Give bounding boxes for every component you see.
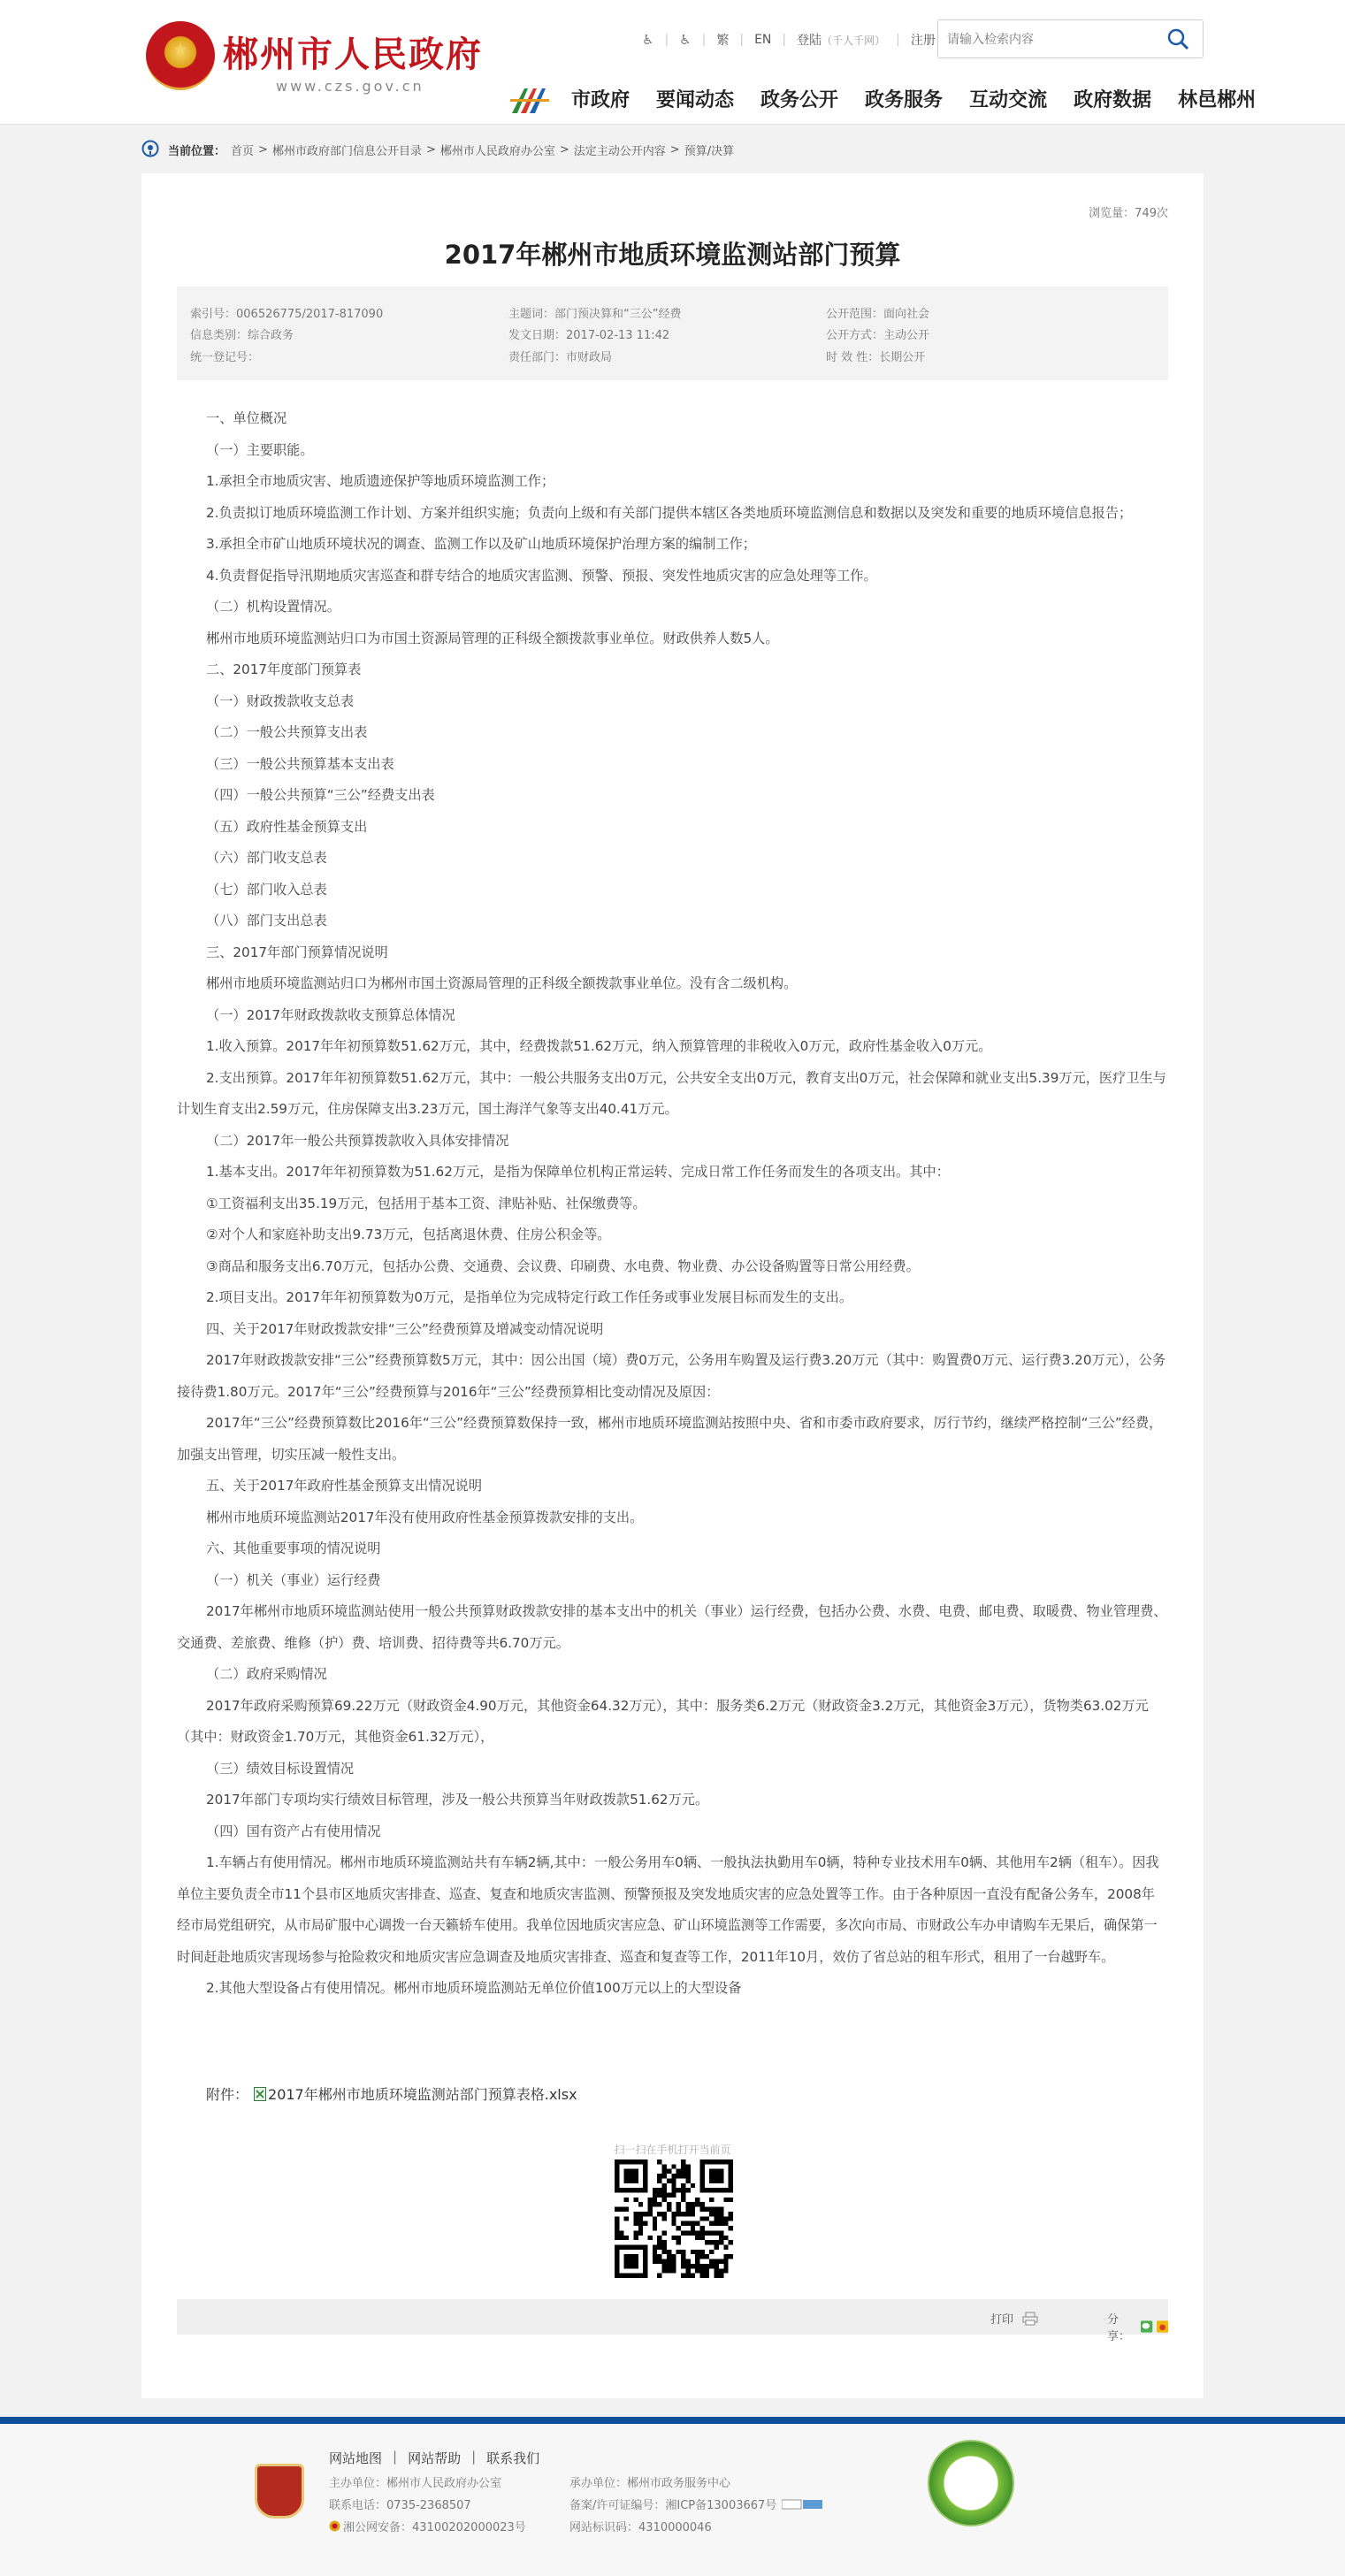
- article-paragraph: 4.负责督促指导汛期地质灾害巡查和群专结合的地质灾害监测、预警、预报、突发性地质灾害的应急处理等工作。: [206, 567, 877, 584]
- footer-divider: [0, 2417, 1345, 2424]
- site-header: [0, 0, 1345, 125]
- meta-index-no: 索引号：006526775/2017-817090: [190, 308, 384, 321]
- police-badge-icon: [329, 2520, 340, 2532]
- footer-sponsor: 主办单位：郴州市人民政府办公室: [329, 2477, 502, 2490]
- article-toolbar: [177, 2299, 1168, 2343]
- article-paragraph: 1.收入预算。2017年年初预算数51.62万元，其中，经费拨款51.62万元，纳入预算管理的非税收入0万元，政府性基金收入0万元。: [206, 1038, 992, 1054]
- share-bar: [1107, 2310, 1168, 2343]
- article-paragraph: 郴州市地质环境监测站2017年没有使用政府性基金预算拨款安排的支出。: [206, 1509, 644, 1525]
- breadcrumb-separator: >: [258, 142, 268, 157]
- footer-police-record[interactable]: [329, 2518, 526, 2534]
- meta-validity: 时 效 性：长期公开: [826, 351, 926, 364]
- top-links: [642, 28, 936, 51]
- divider: |: [896, 33, 900, 47]
- search-icon[interactable]: [1166, 27, 1189, 50]
- article-paragraph: （三）绩效目标设置情况: [206, 1760, 355, 1777]
- article-paragraph: （五）政府性基金预算支出: [206, 818, 368, 835]
- breadcrumb-separator: >: [669, 142, 680, 157]
- footer-phone: 联系电话：0735-2368507: [329, 2499, 471, 2512]
- article-paragraph: 2017年部门专项均实行绩效目标管理，涉及一般公共预算当年财政拨款51.62万元。: [206, 1792, 709, 1808]
- article-paragraph: （四）国有资产占有使用情况: [206, 1823, 381, 1839]
- article-paragraph: 2.其他大型设备占有使用情况。郴州市地质环境监测站无单位价值100万元以上的大型设备: [206, 1980, 742, 1996]
- excel-file-icon: [254, 2087, 266, 2101]
- article-paragraph: 3.承担全市矿山地质环境状况的调查、监测工作以及矿山地质环境保护治理方案的编制工作；: [206, 536, 756, 552]
- footer-icp[interactable]: [569, 2496, 822, 2512]
- attachment: [206, 2083, 577, 2104]
- article-paragraph: （一）主要职能。: [206, 441, 314, 458]
- article-paragraph: （二）政府采购情况: [206, 1666, 327, 1682]
- main-nav: [571, 85, 1256, 112]
- breadcrumb-separator: >: [425, 142, 436, 157]
- article-paragraph: 二、2017年度部门预算表: [206, 661, 362, 677]
- article-paragraph: 2017年财政拨款安排“三公”经费预算数5万元，其中：因公出国（境）费0万元，公务用车购置及运行费3.20万元（其中：购置费0万元、运行费3.20万元），公务接待费1.80万元。2017年“三公”经费预算与2016年“三公”经费预算相比变动情况及原因：: [177, 1352, 1166, 1400]
- article-paragraph: （三）一般公共预算基本支出表: [206, 755, 394, 772]
- register-link[interactable]: 注册: [910, 34, 936, 48]
- article-paragraph: （六）部门收支总表: [206, 850, 327, 866]
- breadcrumb-home[interactable]: 首页: [231, 144, 255, 158]
- article-paragraph: 郴州市地质环境监测站归口为郴州市国土资源局管理的正科级全额拨款事业单位。没有含二级机构。: [206, 975, 798, 991]
- nav-item-city-government[interactable]: 市政府: [571, 89, 630, 111]
- article-paragraph: （二）2017年一般公共预算拨款收入具体安排情况: [206, 1132, 509, 1149]
- meta-publish-date: 发文日期：2017-02-13 11:42: [508, 329, 670, 342]
- article-paragraph: 2017年郴州市地质环境监测站使用一般公共预算财政拨款安排的基本支出中的机关（事业）运行经费，包括办公费、水费、电费、邮电费、取暖费、物业管理费、交通费、差旅费、维修（护）费、培训费、招待费等共6.70万元。: [177, 1603, 1167, 1651]
- article-paragraph: （二）一般公共预算支出表: [206, 724, 368, 740]
- breadcrumb: [141, 139, 734, 160]
- article-title: 2017年郴州市地质环境监测站部门预算: [444, 240, 901, 270]
- printer-icon: [1022, 2312, 1038, 2326]
- article-paragraph: （二）机构设置情况。: [206, 599, 340, 615]
- article-body: [177, 403, 1168, 2005]
- wechat-share-icon[interactable]: [1141, 2320, 1152, 2334]
- site-url: www.czs.gov.cn: [276, 78, 424, 95]
- meta-unified-no: 统一登记号：: [190, 351, 260, 364]
- divider: |: [782, 33, 787, 47]
- article-paragraph: 四、关于2017年财政拨款安排“三公”经费预算及增减变动情况说明: [206, 1320, 604, 1337]
- divider: |: [739, 33, 745, 47]
- meta-info-type: 信息类别：综合政务: [190, 329, 294, 342]
- footer-link-sitemap[interactable]: 网站地图: [329, 2450, 383, 2466]
- nav-item-open-government[interactable]: 政务公开: [760, 89, 839, 111]
- article-paragraph: ②对个人和家庭补助支出9.73万元，包括离退休费、住房公积金等。: [206, 1227, 611, 1242]
- footer-police-text: 湘公网安备：43100202000023号: [343, 2521, 526, 2534]
- article-paragraph: 2017年政府采购预算69.22万元（财政资金4.90万元，其他资金64.32万元），其中：服务类6.2万元（财政资金3.2万元，其他资金3万元），货物类63.02万元（其中：财政资金1.70万元，其他资金61.32万元），: [177, 1697, 1149, 1745]
- article-paragraph: 2017年“三公”经费预算数比2016年“三公”经费预算数保持一致，郴州市地质环境监测站按照中央、省和市委市政府要求，厉行节约，继续严格控制“三公”经费，加强支出管理，切实压减一般性支出。: [177, 1415, 1163, 1463]
- attachment-link[interactable]: 2017年郴州市地质环境监测站部门预算表格.xlsx: [268, 2086, 577, 2103]
- english-link[interactable]: EN: [754, 33, 772, 47]
- article-paragraph: （一）机关（事业）运行经费: [206, 1571, 381, 1588]
- view-count: 浏览量：749次: [1089, 207, 1168, 220]
- divider: |: [664, 33, 669, 47]
- party-gov-seal-icon[interactable]: [255, 2464, 304, 2519]
- document-meta: [177, 287, 1168, 380]
- login-note: （千人千网）: [822, 34, 886, 47]
- login-link[interactable]: 登陆: [797, 34, 822, 48]
- nav-item-linyi-chenzhou[interactable]: 林邑郴州: [1178, 89, 1257, 111]
- meta-topic: 主题词：部门预决算和“三公”经费: [508, 308, 682, 321]
- site-title[interactable]: 郴州市人民政府: [223, 34, 483, 75]
- meta-method: 公开方式：主动公开: [826, 329, 930, 342]
- article-paragraph: ③商品和服务支出6.70万元，包括办公费、交通费、会议费、印刷费、水电费、物业费、办公设备购置等日常公用经费。: [206, 1257, 920, 1274]
- national-emblem-logo[interactable]: [146, 21, 215, 90]
- article-paragraph: 1.承担全市地质灾害、地质遗迹保护等地质环境监测工作；: [206, 473, 555, 489]
- breadcrumb-budget[interactable]: 预算/决算: [684, 144, 735, 158]
- city-logo-icon: [508, 83, 553, 117]
- qr-caption: 扫一扫在手机打开当前页: [614, 2144, 731, 2156]
- footer-link-contact[interactable]: 联系我们: [486, 2450, 540, 2466]
- gov-verify-icon: [782, 2498, 822, 2511]
- article-paragraph: ①工资福利支出35.19万元，包括用于基本工资、津贴补贴、社保缴费等。: [206, 1195, 646, 1212]
- share-label: 分享：: [1107, 2313, 1131, 2343]
- article-paragraph: （一）财政拨款收支总表: [206, 692, 355, 709]
- article-paragraph: 2.支出预算。2017年年初预算数51.62万元，其中：一般公共服务支出0万元，公共安全支出0万元，教育支出0万元，社会保障和就业支出5.39万元，医疗卫生与计划生育支出2.59万元，住房保障支出3.23万元，国土海洋气象等支出40.41万元。: [177, 1069, 1166, 1117]
- divider: |: [393, 2449, 398, 2465]
- nav-item-services[interactable]: 政务服务: [865, 89, 944, 111]
- meta-dept: 责任部门：市财政局: [508, 351, 613, 364]
- nav-item-open-data[interactable]: 政府数据: [1074, 89, 1152, 111]
- divider: |: [701, 33, 707, 47]
- print-label: 打印: [990, 2313, 1014, 2327]
- article-paragraph: 郴州市地质环境监测站归口为市国土资源局管理的正科级全额拨款事业单位。财政供养人数5人。: [206, 630, 779, 646]
- article-paragraph: （四）一般公共预算“三公”经费支出表: [206, 787, 435, 803]
- article-paragraph: 1.车辆占有使用情况。郴州市地质环境监测站共有车辆2辆,其中：一般公务用车0辆、一般执法执勤用车0辆，特种专业技术用车0辆、其他用车2辆（租车）。因我单位主要负责全市11个县市区地质灾害排查、巡查、复查和地质灾害监测、预警预报及突发地质灾害的应急处置等工作。由于各种原因一直没有配备公务车，2008年经市局党组研究，从市局矿服中心调拨一台天籁轿车使用。我单位因地质灾害应急、矿山环境监测等工作需要，多次向市局、市财政公车办申请购车无果后，确保第一时间赶赴地质灾害现场参与抢险救灾和地质灾害应急调查及地质灾害排查、巡查和复查等工作，2011年10月，效仿了省总站的租车形式，租用了一台越野车。: [177, 1854, 1159, 1965]
- breadcrumb-statutory[interactable]: 法定主动公开内容: [573, 144, 666, 158]
- location-pin-icon: [141, 140, 159, 159]
- article-paragraph: 1.基本支出。2017年年初预算数为51.62万元，是指为保障单位机构正常运转、完成日常工作任务而发生的各项支出。其中：: [206, 1164, 950, 1180]
- divider: |: [471, 2449, 477, 2465]
- breadcrumb-separator: >: [559, 142, 569, 157]
- print-button[interactable]: [990, 2310, 1038, 2327]
- traditional-chinese-link[interactable]: 繁: [716, 34, 730, 48]
- article-paragraph: 2.项目支出。2017年年初预算数为0万元，是指单位为完成特定行政工作任务或事业发展目标而发生的支出。: [206, 1289, 853, 1305]
- search-input[interactable]: [947, 29, 1159, 50]
- footer-links: [329, 2449, 539, 2467]
- footer-link-help[interactable]: 网站帮助: [408, 2450, 462, 2466]
- footer-site-code: 网站标识码：4310000046: [569, 2521, 712, 2534]
- breadcrumb-label: 当前位置：: [168, 144, 226, 158]
- article-paragraph: 五、关于2017年政府性基金预算支出情况说明: [206, 1478, 483, 1494]
- attachment-label: 附件：: [206, 2086, 249, 2103]
- article-paragraph: 六、其他重要事项的情况说明: [206, 1540, 381, 1556]
- article-paragraph: 一、单位概况: [206, 410, 287, 426]
- nav-item-interaction[interactable]: 互动交流: [969, 89, 1048, 111]
- footer-icp-text: 备案/许可证编号：湘ICP备13003667号: [569, 2499, 777, 2512]
- article-container: [141, 173, 1204, 2398]
- article-paragraph: （一）2017年财政拨款收支预算总体情况: [206, 1006, 455, 1023]
- article-paragraph: 三、2017年部门预算情况说明: [206, 944, 388, 960]
- breadcrumb-office[interactable]: 郴州市人民政府办公室: [439, 144, 555, 158]
- article-paragraph: （八）部门支出总表: [206, 913, 327, 929]
- article-paragraph: （七）部门收入总表: [206, 881, 327, 898]
- breadcrumb-directory[interactable]: 郴州市政府部门信息公开目录: [271, 144, 422, 158]
- search-box: [937, 19, 1204, 58]
- elder-mode-icon[interactable]: ♿: [679, 32, 692, 48]
- weibo-share-icon[interactable]: [1157, 2320, 1168, 2334]
- article-paragraph: 2.负责拟订地质环境监测工作计划、方案并组织实施；负责向上级和有关部门提供本辖区各类地质环境监测信息和数据以及突发和重要的地质环境信息报告；: [206, 504, 1133, 521]
- nav-item-news[interactable]: 要闻动态: [656, 89, 735, 111]
- qr-code: [615, 2159, 733, 2278]
- footer-operator: 承办单位：郴州市政务服务中心: [569, 2477, 731, 2490]
- accessibility-mode-icon[interactable]: ♿: [642, 32, 654, 48]
- gov-site-error-report-badge-icon[interactable]: [928, 2440, 1014, 2526]
- site-footer: [0, 2424, 1345, 2576]
- meta-scope: 公开范围：面向社会: [826, 308, 930, 321]
